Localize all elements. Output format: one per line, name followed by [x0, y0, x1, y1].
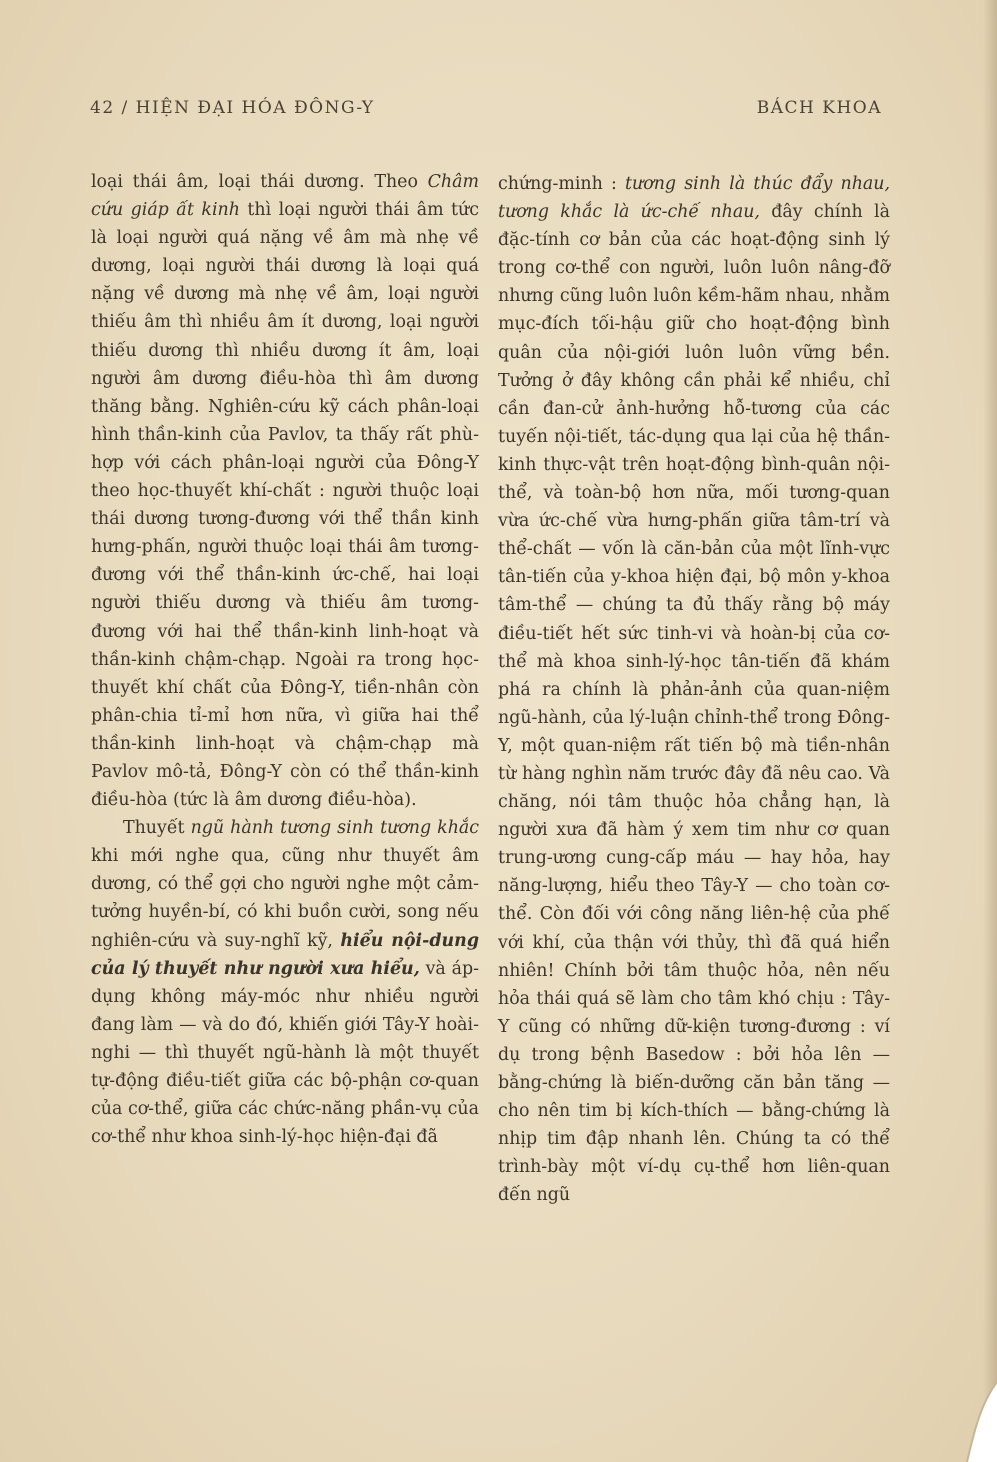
right-paragraph-1 — [498, 170, 890, 1209]
left-p1-seg-0: loại thái âm, loại thái dương. Theo — [91, 172, 428, 192]
header-magazine-name: BÁCH KHOA — [756, 98, 882, 118]
left-column — [91, 168, 479, 1151]
left-p2-seg-0: Thuyết — [123, 818, 191, 839]
torn-corner — [927, 1372, 997, 1462]
left-p2-seg-2: khi mới nghe qua, cũng như thuyết âm dương, có thể gợi cho người nghe một cảm-tưởng huyền-bí, có khi buồn cười, song nếu nghiên-cứu và suy-nghĩ kỹ, — [91, 846, 479, 951]
left-paragraph-1 — [91, 168, 479, 814]
left-p2-seg-4: và áp-dụng không máy-móc như nhiều người đang làm — và do đó, khiến giới Tây-Y hoài-nghi — thì thuyết ngũ-hành là một thuyết tự-động điều-tiết giữa các bộ-phận cơ-quan của cơ-thể, giữa các chức-năng phần-vụ của cơ-thể như khoa sinh-lý-học hiện-đại đã — [91, 958, 479, 1148]
running-header — [90, 98, 882, 124]
right-p1-seg-0: chứng-minh : — [498, 174, 626, 194]
right-p1-seg-2: đây chính là đặc-tính cơ bản của các hoạt-động sinh lý trong cơ-thể con người, luôn luôn nâng-đỡ nhưng cũng luôn luôn kềm-hãm nhau, nhằm mục-đích tối-hậu giữ cho hoạt-động bình quân của nội-giới luôn luôn vững bền. Tưởng ở đây không cần phải kể nhiều, chỉ cần đan-cử ảnh-hưởng hỗ-tương của các tuyến nội-tiết, tác-dụng qua lại của hệ thần-kinh thực-vật trên hoạt-động bình-quân nội-thể, và toàn-bộ hơn nữa, mối tương-quan vừa ức-chế vừa hưng-phấn giữa tâm-trí và thể-chất — vốn là căn-bản của một lĩnh-vực tân-tiến của y-khoa hiện đại, bộ môn y-khoa tâm-thể — chúng ta đủ thấy rằng bộ máy điều-tiết hết sức tinh-vi và hoàn-bị của cơ-thể mà khoa sinh-lý-học tân-tiến đã khám phá ra chính là phản-ảnh của quan-niệm ngũ-hành, của lý-luận chỉnh-thể trong Đông-Y, một quan-niệm rất tiến bộ mà tiền-nhân từ hàng nghìn năm trước đây đã nêu cao. Và chăng, nói tâm thuộc hỏa chẳng hạn, là người xưa đã hàm ý xem tim như cơ quan trung-ương cung-cấp máu — hay hỏa, hay năng-lượng, hiểu theo Tây-Y — cho toàn cơ-thể. Còn đối với công năng liên-hệ của phế với khí, của thận với thủy, thì đã quá hiển nhiên! Chính bởi tâm thuộc hỏa, nên nếu hỏa thái quá sẽ làm cho tâm khó chịu : Tây-Y cũng có những dữ-kiện tương-đương : ví dụ trong bệnh Basedow : bởi hỏa lên — bằng-chứng là biến-dưỡng căn bản tăng — cho nên tim bị kích-thích — bằng-chứng là nhịp tim đập nhanh lên. Chúng ta có thể trình-bày một ví-dụ cụ-thể hơn liên-quan đến ngũ — [498, 202, 890, 1206]
right-p1-seg-1: tương sinh là thúc đẩy nhau, tương khắc là ức-chế nhau, — [498, 174, 890, 223]
left-paragraph-2 — [91, 814, 479, 1151]
right-column — [498, 170, 890, 1209]
page-edge-shadow — [983, 0, 997, 1462]
header-page-title: 42 / HIỆN ĐẠI HÓA ĐÔNG-Y — [90, 98, 375, 118]
left-p1-seg-1: Châm cứu giáp ất kinh — [91, 172, 479, 221]
left-p1-seg-2: thì loại người thái âm tức là loại người quá nặng về âm mà nhẹ về dương, loại người thái dương là loại quá nặng về dương mà nhẹ về âm, loại người thiếu âm thì nhiều âm ít dương, loại người thiếu dương thì nhiều dương ít âm, loại người âm dương điều-hòa thì âm dương thăng bằng. Nghiên-cứu kỹ cách phân-loại hình thần-kinh của Pavlov, ta thấy rất phù-hợp với cách phân-loại người của Đông-Y theo học-thuyết khí-chất : người thuộc loại thái dương tương-đương với thể thần kinh hưng-phấn, người thuộc loại thái âm tương-đương với thể thần-kinh ức-chế, hai loại người thiếu dương và thiếu âm tương-đương với hai thể thần-kinh linh-hoạt và thần-kinh chậm-chạp. Ngoài ra trong học-thuyết khí chất của Đông-Y, tiền-nhân còn phân-chia tỉ-mỉ hơn nữa, vì giữa hai thể thần-kinh linh-hoạt và chậm-chạp mà Pavlov mô-tả, Đông-Y còn có thể thần-kinh điều-hòa (tức là âm dương điều-hòa). — [91, 200, 479, 811]
left-p2-seg-3: hiểu nội-dung của lý thuyết như người xưa hiểu, — [91, 930, 479, 979]
left-p2-seg-1: ngũ hành tương sinh tương khắc — [190, 818, 479, 839]
